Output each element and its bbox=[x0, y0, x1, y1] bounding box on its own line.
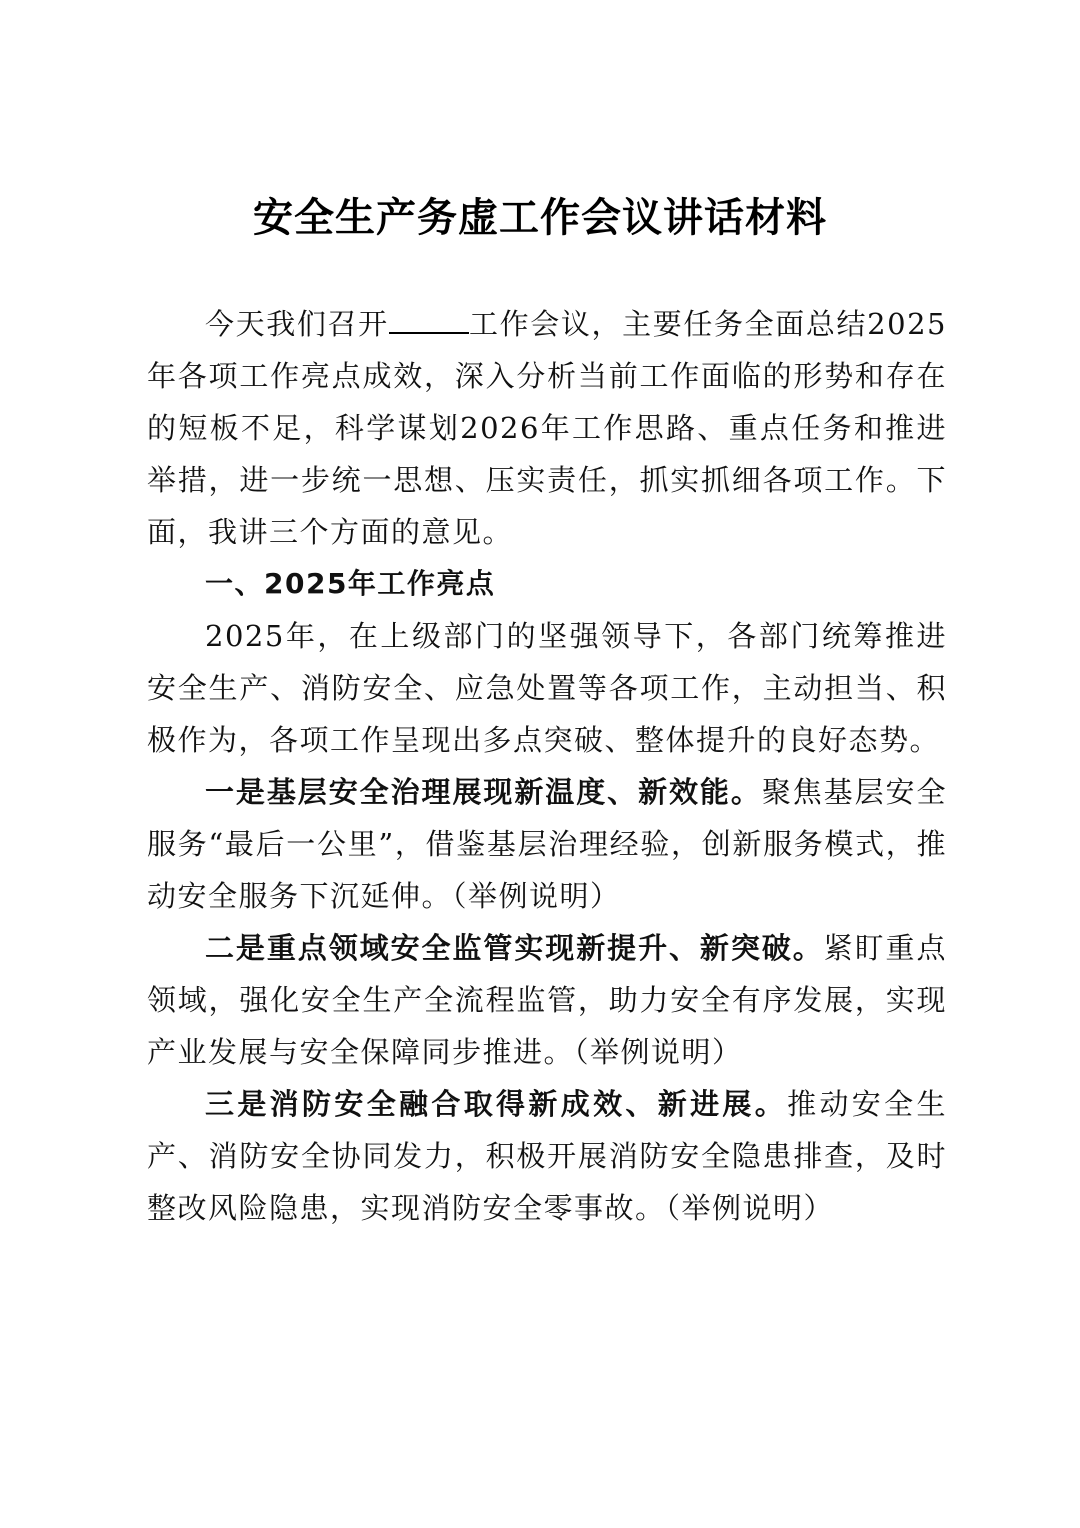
point-text: 聚焦基层安全服务“最后一公里”，借鉴基层治理经验，创新服务模式，推动安全服务下沉延伸。（举例说明） bbox=[147, 775, 947, 913]
section1-intro-paragraph: 2025年，在上级部门的坚强领导下，各部门统筹推进安全生产、消防安全、应急处置等各项工作，主动担当、积极作为，各项工作呈现出多点突破、整体提升的良好态势。 bbox=[147, 619, 947, 757]
point-text: 紧盯重点领域，强化安全生产全流程监管，助力安全有序发展，实现产业发展与安全保障同步推进。（举例说明） bbox=[147, 931, 947, 1069]
point-lead: 一是基层安全治理展现新温度、新效能。 bbox=[205, 775, 762, 809]
point-text: 推动安全生产、消防安全协同发力，积极开展消防安全隐患排查，及时整改风险隐患，实现消防安全零事故。（举例说明） bbox=[147, 1087, 947, 1225]
point-paragraph-1 bbox=[147, 766, 947, 922]
point-paragraph-3 bbox=[147, 1078, 947, 1234]
point-lead: 三是消防安全融合取得新成效、新进展。 bbox=[205, 1087, 788, 1121]
intro-text-before-blank: 今天我们召开 bbox=[205, 307, 389, 341]
document-title: 安全生产务虚工作会议讲话材料 bbox=[253, 194, 827, 241]
fill-in-blank bbox=[389, 302, 469, 334]
intro-text-after-blank: 工作会议，主要任务全面总结2025年各项工作亮点成效，深入分析当前工作面临的形势和存在的短板不足，科学谋划2026年工作思路、重点任务和推进举措，进一步统一思想、压实责任，抓实抓细各项工作。下面，我讲三个方面的意见。 bbox=[147, 307, 947, 549]
document-body bbox=[147, 298, 947, 1234]
point-lead: 二是重点领域安全监管实现新提升、新突破。 bbox=[205, 931, 824, 965]
section-heading-1: 一、2025年工作亮点 bbox=[205, 567, 496, 600]
intro-paragraph bbox=[147, 298, 947, 558]
point-paragraph-2 bbox=[147, 922, 947, 1078]
